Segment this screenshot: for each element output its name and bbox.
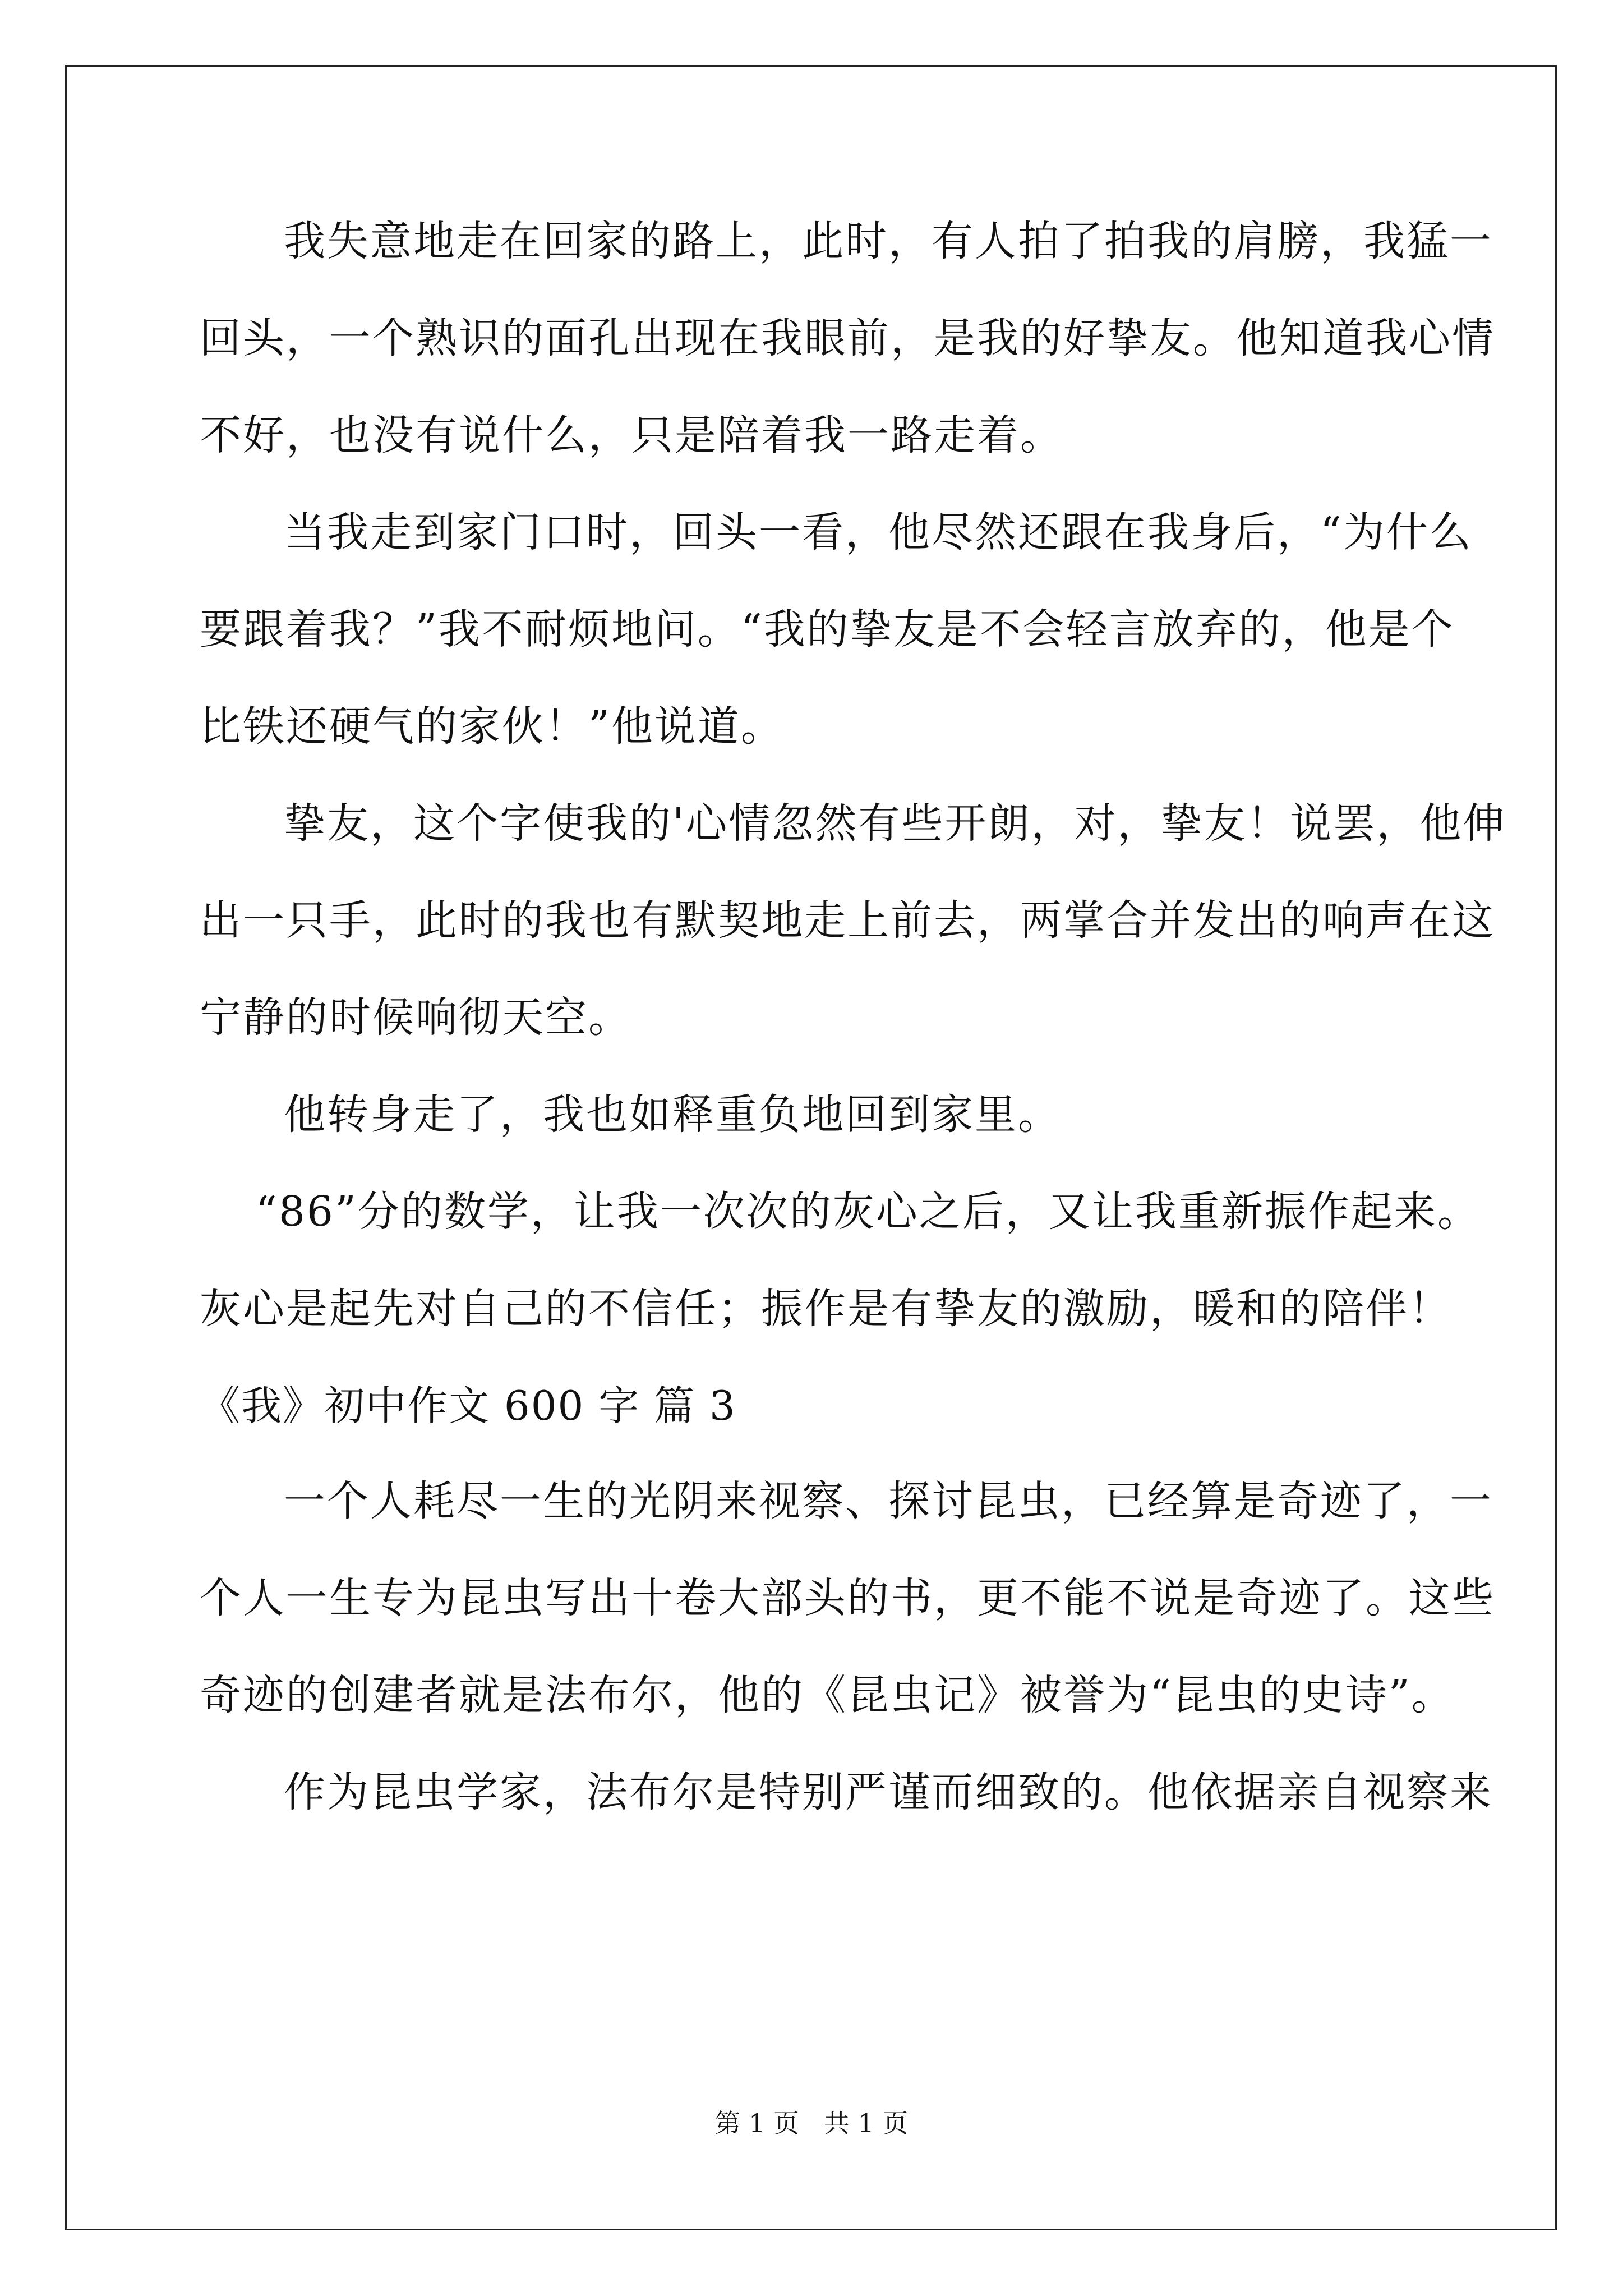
paragraph-6-line-1: 一个人耗尽一生的光阴来视察、探讨昆虫，已经算是奇迹了，一 [284, 1477, 1493, 1525]
paragraph-2-line-3: 比铁还硬气的家伙！”他说道。 [200, 702, 784, 751]
paragraph-7-line-1: 作为昆虫学家，法布尔是特别严谨而细致的。他依据亲自视察来 [284, 1768, 1493, 1816]
paragraph-5-line-2: 灰心是起先对自己的不信任；振作是有挚友的激励，暖和的陪伴！ [200, 1285, 1452, 1333]
paragraph-6-line-3: 奇迹的创建者就是法布尔，他的《昆虫记》被誉为“昆虫的史诗”。 [200, 1671, 1455, 1719]
page-footer: 第 1 页 共 1 页 [714, 2108, 909, 2138]
paragraph-3-line-2: 出一只手，此时的我也有默契地走上前去，两掌合并发出的响声在这 [200, 896, 1495, 945]
paragraph-4-line-1: 他转身走了，我也如释重负地回到家里。 [284, 1091, 1061, 1139]
paragraph-1-line-3: 不好，也没有说什么，只是陪着我一路走着。 [200, 411, 1063, 459]
paragraph-1-line-1: 我失意地走在回家的路上，此时，有人拍了拍我的肩膀，我猛一 [284, 217, 1493, 265]
paragraph-3-line-3: 宁静的时候响彻天空。 [200, 993, 631, 1042]
document-body [200, 213, 1506, 1861]
paragraph-2-line-2: 要跟着我？”我不耐烦地问。“我的挚友是不会轻言放弃的，他是个 [200, 605, 1455, 654]
paragraph-1-line-2: 回头，一个熟识的面孔出现在我眼前，是我的好挚友。他知道我心情 [200, 314, 1495, 362]
paragraph-2-line-1: 当我走到家门口时，回头一看，他尽然还跟在我身后，“为什么 [284, 508, 1473, 556]
paragraph-3-line-1: 挚友，这个字使我的'心情忽然有些开朗，对，挚友！说罢，他伸 [284, 799, 1506, 848]
paragraph-5-line-1: “86”分的数学，让我一次次的灰心之后，又让我重新振作起来。 [256, 1188, 1481, 1236]
section-heading: 《我》初中作文 600 字 篇 3 [200, 1382, 736, 1429]
paragraph-6-line-2: 个人一生专为昆虫写出十卷大部头的书，更不能不说是奇迹了。这些 [200, 1574, 1495, 1622]
